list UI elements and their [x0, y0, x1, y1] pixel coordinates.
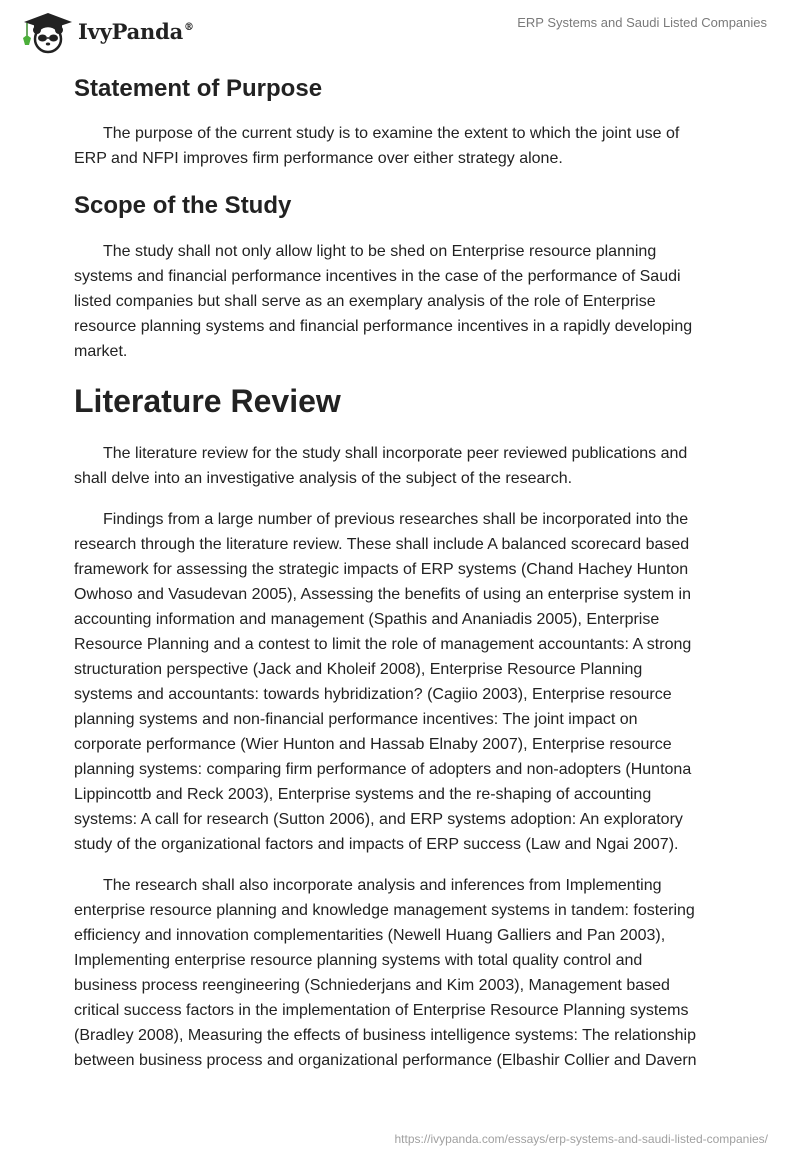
document-title: ERP Systems and Saudi Listed Companies: [517, 15, 767, 30]
text-line: framework for assessing the strategic impacts of ERP systems (Chand Hachey Hunton: [74, 561, 689, 578]
text-line: research through the literature review. These shall include A balanced scorecard based: [74, 536, 690, 553]
text-line: accounting information and management (Spathis and Ananiadis 2005), Enterprise: [74, 611, 660, 628]
text-line: Resource Planning and a contest to limit the role of management accountants: A strong: [74, 636, 692, 653]
text-line: efficiency and innovation complementarities (Newell Huang Galliers and Pan 2003),: [74, 927, 666, 944]
text-line: study of the organizational factors and impacts of ERP success (Law and Ngai 2007).: [74, 836, 679, 853]
text-line: shall delve into an investigative analysis of the subject of the research.: [74, 470, 573, 487]
text-line: Implementing enterprise resource planning systems with total quality control and: [74, 952, 643, 969]
text-line: Lippincottb and Reck 2003), Enterprise systems and the re-shaping of accounting: [74, 786, 652, 803]
text-line: business process reengineering (Schniederjans and Kim 2003), Management based: [74, 977, 670, 994]
paragraph: [74, 121, 734, 171]
brand-name: IvyPanda®: [78, 18, 194, 44]
paragraph: [74, 239, 734, 364]
text-line: planning systems: comparing firm performance of adopters and non-adopters (Huntona: [74, 761, 692, 778]
ivypanda-logo[interactable]: [18, 8, 194, 54]
panda-graduate-icon: [18, 8, 76, 54]
text-line: market.: [74, 343, 128, 360]
text-line: listed companies but shall serve as an exemplary analysis of the role of Enterprise: [74, 293, 656, 310]
section-heading-statement-of-purpose: Statement of Purpose: [74, 75, 323, 102]
paragraph: [74, 441, 734, 491]
text-line: enterprise resource planning and knowledge management systems in tandem: fostering: [74, 902, 695, 919]
text-line: critical success factors in the implementation of Enterprise Resource Planning systems: [74, 1002, 689, 1019]
text-line: The research shall also incorporate analysis and inferences from Implementing: [103, 877, 662, 894]
text-line: planning systems and non-financial performance incentives: The joint impact on: [74, 711, 638, 728]
text-line: The purpose of the current study is to examine the extent to which the joint use of: [103, 125, 680, 142]
text-line: ERP and NFPI improves firm performance over either strategy alone.: [74, 150, 563, 167]
text-line: between business process and organizational performance (Elbashir Collier and Davern: [74, 1052, 697, 1069]
text-line: Findings from a large number of previous researches shall be incorporated into the: [103, 511, 689, 528]
paragraph: [74, 873, 734, 1073]
section-heading-scope-of-the-study: Scope of the Study: [74, 192, 292, 219]
text-line: systems and accountants: towards hybridization? (Cagiio 2003), Enterprise resource: [74, 686, 672, 703]
text-line: structuration perspective (Jack and Kholeif 2008), Enterprise Resource Planning: [74, 661, 643, 678]
section-heading-literature-review: Literature Review: [74, 383, 341, 419]
paragraph: [74, 507, 734, 857]
text-line: The literature review for the study shall incorporate peer reviewed publications and: [103, 445, 688, 462]
text-line: (Bradley 2008), Measuring the effects of business intelligence systems: The relationship: [74, 1027, 696, 1044]
source-url[interactable]: https://ivypanda.com/essays/erp-systems-and-saudi-listed-companies/: [394, 1132, 768, 1146]
text-line: resource planning systems and financial performance incentives in a rapidly developing: [74, 318, 693, 335]
text-line: systems: A call for research (Sutton 2006), and ERP systems adoption: An exploratory: [74, 811, 683, 828]
page-header: [0, 0, 800, 56]
text-line: The study shall not only allow light to be shed on Enterprise resource planning: [103, 243, 657, 260]
text-line: systems and financial performance incentives in the case of the performance of Saudi: [74, 268, 681, 285]
text-line: corporate performance (Wier Hunton and Hassab Elnaby 2007), Enterprise resource: [74, 736, 672, 753]
text-line: Owhoso and Vasudevan 2005), Assessing the benefits of using an enterprise system in: [74, 586, 691, 603]
